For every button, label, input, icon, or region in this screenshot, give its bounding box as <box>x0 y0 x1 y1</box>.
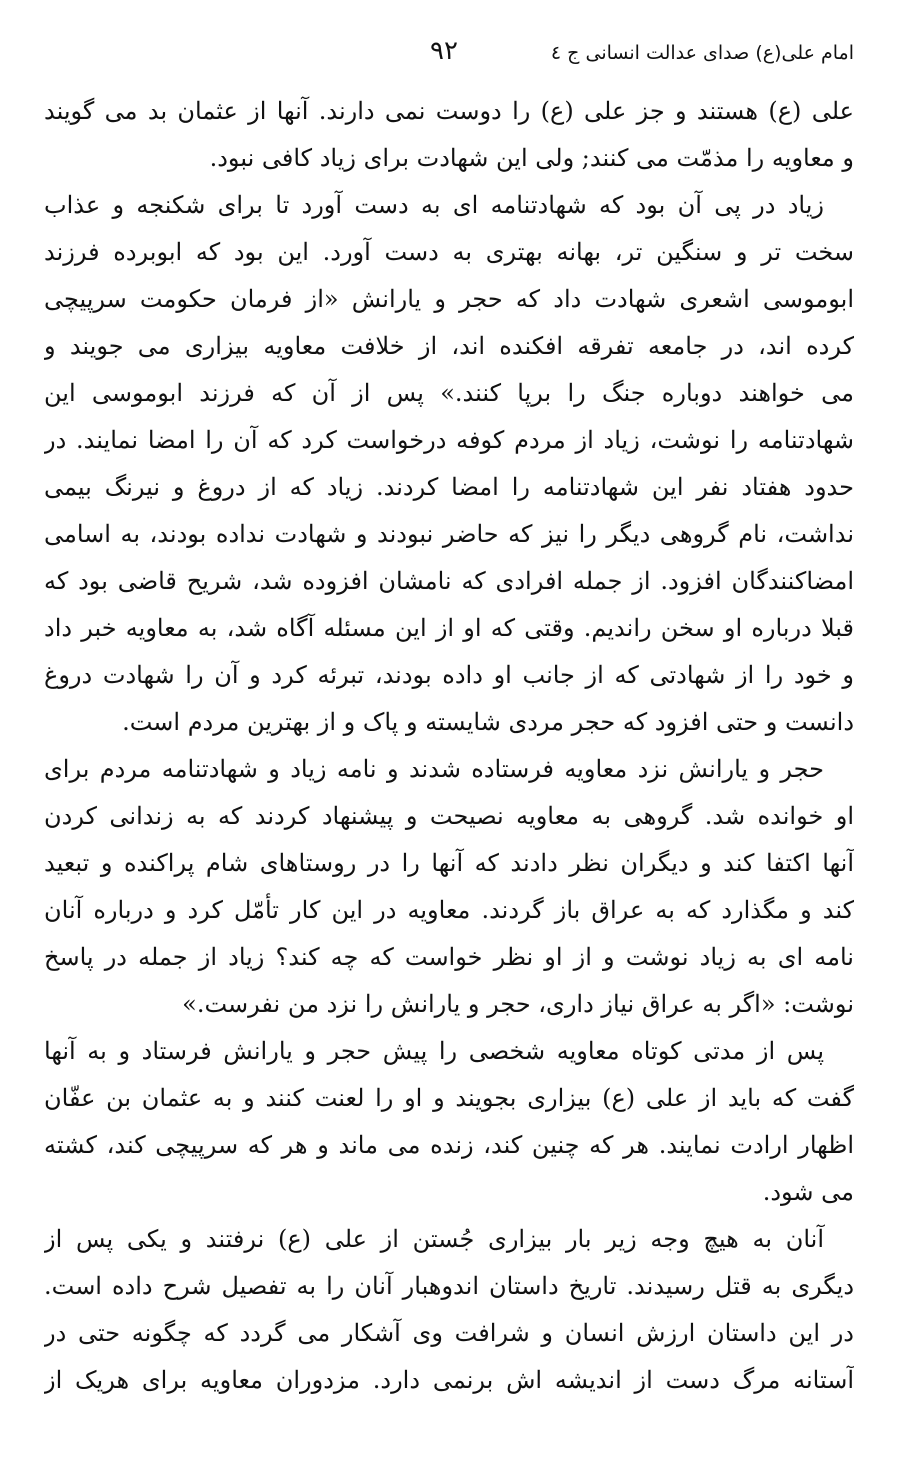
page-number: ٩٢ <box>430 36 458 66</box>
text-line: نامه ای به زیاد نوشت و از او نظر خواست که چه کند؟ زیاد از جمله در پاسخ <box>44 943 854 971</box>
text-line: سخت تر و سنگین تر، بهانه بهتری به دست آورد. این بود که ابوبرده فرزند <box>44 238 854 266</box>
text-line: حجر و یارانش نزد معاویه فرستاده شدند و نامه زیاد و شهادتنامه مردم برای <box>44 755 824 783</box>
text-line: شهادتنامه را نوشت، زیاد از مردم کوفه درخواست کرد که آن را امضا نمایند. در <box>44 426 854 454</box>
text-line: در این داستان ارزش انسان و شرافت وی آشکار می گردد که چگونه حتی در <box>44 1319 854 1347</box>
text-line: کند و مگذارد که به عراق باز گردند. معاویه در این کار تأمّل کرد و درباره آنان <box>44 896 854 924</box>
text-line: و خود را از شهادتی که از جانب او داده بودند، تبرئه کرد و آن را شهادت دروغ <box>44 661 854 689</box>
paragraph <box>44 88 854 182</box>
text-line: نداشت، نام گروهی دیگر را نیز که حاضر نبودند و شهادت نداده بودند، به اسامی <box>44 520 854 548</box>
running-title: امام علی(ع) صدای عدالت انسانی ج ٤ <box>550 42 854 64</box>
text-line: نوشت: «اگر به عراق نیاز داری، حجر و یارانش را نزد من نفرست.» <box>182 990 854 1018</box>
text-line: می شود. <box>762 1178 854 1206</box>
text-line: آنها اکتفا کند و دیگران نظر دادند که آنها را در روستاهای شام پراکنده و تبعید <box>44 849 854 877</box>
text-line: اظهار ارادت نمایند. هر که چنین کند، زنده می ماند و هر که سرپیچی کند، کشته <box>44 1131 854 1159</box>
text-line: آستانه مرگ دست از اندیشه اش برنمی دارد. مزدوران معاویه برای هریک از <box>44 1366 854 1394</box>
text-line: کرده اند، در جامعه تفرقه افکنده اند، از خلافت معاویه بیزاری می جویند و <box>44 332 854 360</box>
text-line: آنان به هیچ وجه زیر بار بیزاری جُستن از علی (ع) نرفتند و یکی پس از <box>44 1225 824 1253</box>
text-line: قبلا درباره او سخن راندیم. وقتی که او از این مسئله آگاه شد، به معاویه خبر داد <box>44 614 854 642</box>
text-line: ابوموسی اشعری شهادت داد که حجر و یارانش «از فرمان حکومت سرپیچی <box>44 285 854 313</box>
paragraph <box>44 746 854 1028</box>
text-line: زیاد در پی آن بود که شهادتنامه ای به دست آورد تا برای شکنجه و عذاب <box>44 191 824 219</box>
text-line: دانست و حتی افزود که حجر مردی شایسته و پاک و از بهترین مردم است. <box>122 708 854 736</box>
text-line: دیگری به قتل رسیدند. تاریخ داستان اندوهبار آنان را به تفصیل شرح داده است. <box>44 1272 854 1300</box>
text-line: علی (ع) هستند و جز علی (ع) را دوست نمی دارند. آنها از عثمان بد می گویند <box>44 97 854 125</box>
text-line: و معاویه را مذمّت می کنند; ولی این شهادت برای زیاد کافی نبود. <box>209 144 854 172</box>
text-line: حدود هفتاد نفر این شهادتنامه را امضا کردند. زیاد که از دروغ و نیرنگ بیمی <box>44 473 854 501</box>
text-line: پس از مدتی کوتاه معاویه شخصی را پیش حجر و یارانش فرستاد و به آنها <box>44 1037 824 1065</box>
text-line: او خوانده شد. گروهی به معاویه نصیحت و پیشنهاد کردند که به زندانی کردن <box>44 802 854 830</box>
text-line: گفت که باید از علی (ع) بیزاری بجویند و او را لعنت کنند و به عثمان بن عفّان <box>44 1084 854 1112</box>
text-line: امضاکنندگان افزود. از جمله افرادی که نامشان افزوده شد، شریح قاضی بود که <box>44 567 854 595</box>
body-text <box>44 88 854 1404</box>
paragraph <box>44 1216 854 1404</box>
paragraph <box>44 182 854 746</box>
paragraph <box>44 1028 854 1216</box>
page-header <box>40 36 854 76</box>
text-line: می خواهند دوباره جنگ را برپا کنند.» پس از آن که فرزند ابوموسی این <box>44 379 854 407</box>
